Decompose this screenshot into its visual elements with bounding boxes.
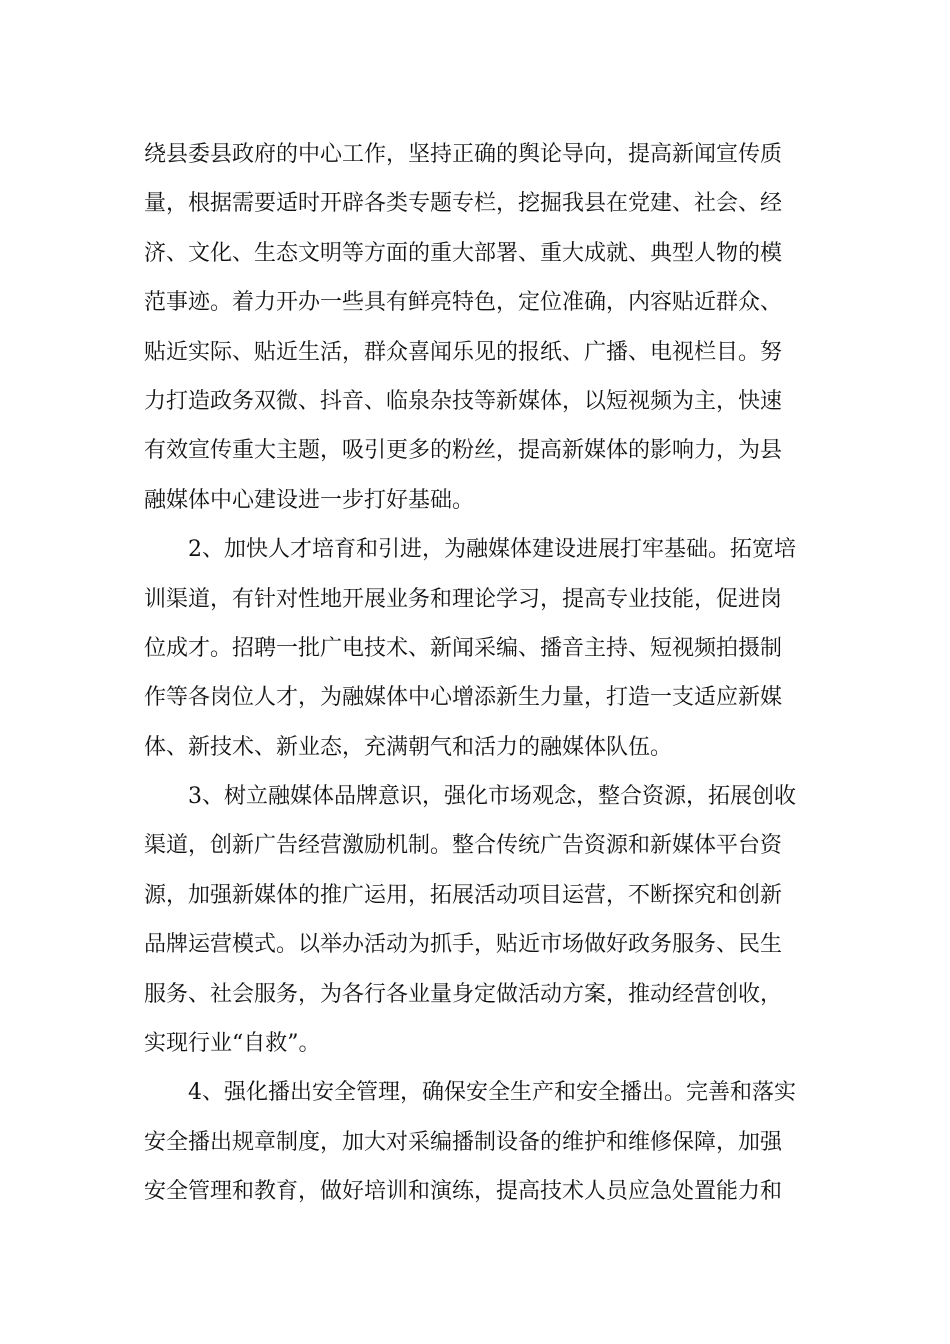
text-line: 位成才。招聘一批广电技术、新闻采编、播音主持、短视频拍摄制 [144,635,783,661]
text-line: 品牌运营模式。以举办活动为抓手，贴近市场做好政务服务、民生 [144,932,783,958]
text-line: 济、文化、生态文明等方面的重大部署、重大成就、典型人物的模 [144,240,783,266]
text-line: 量，根据需要适时开辟各类专题专栏，挖掘我县在党建、社会、经 [144,191,783,217]
text-line: 有效宣传重大主题，吸引更多的粉丝，提高新媒体的影响力，为县 [144,438,783,464]
text-line: 安全播出规章制度，加大对采编播制设备的维护和维修保障，加强 [144,1129,783,1155]
text-line: 力打造政务双微、抖音、临泉杂技等新媒体，以短视频为主，快速 [144,388,783,414]
text-line: 训渠道，有针对性地开展业务和理论学习，提高专业技能，促进岗 [144,586,783,612]
text-line: 融媒体中心建设进一步打好基础。 [144,487,475,513]
text-line: 体、新技术、新业态，充满朝气和活力的融媒体队伍。 [144,734,673,760]
text-line: 范事迹。着力开办一些具有鲜亮特色，定位准确，内容贴近群众、 [144,290,783,316]
text-line: 实现行业“自救”。 [144,1031,321,1057]
text-line: 服务、社会服务，为各行各业量身定做活动方案，推动经营创收， [144,981,783,1007]
paragraph-4-first-line: 4、强化播出安全管理，确保安全生产和安全播出。完善和落实 [188,1080,796,1106]
text-line: 安全管理和教育，做好培训和演练，提高技术人员应急处置能力和 [144,1179,783,1205]
text-line: 贴近实际、贴近生活，群众喜闻乐见的报纸、广播、电视栏目。努 [144,339,783,365]
paragraph-3-first-line: 3、树立融媒体品牌意识，强化市场观念，整合资源，拓展创收 [188,784,796,810]
text-line: 渠道，创新广告经营激励机制。整合传统广告资源和新媒体平台资 [144,833,783,859]
document-body [144,130,814,1217]
text-line: 绕县委县政府的中心工作，坚持正确的舆论导向，提高新闻宣传质 [144,142,783,167]
text-line: 源，加强新媒体的推广运用，拓展活动项目运营，不断探究和创新 [144,882,783,908]
paragraph-2-first-line: 2、加快人才培育和引进，为融媒体建设进展打牢基础。拓宽培 [188,537,796,563]
text-line: 作等各岗位人才，为融媒体中心增添新生力量，打造一支适应新媒 [144,685,783,711]
